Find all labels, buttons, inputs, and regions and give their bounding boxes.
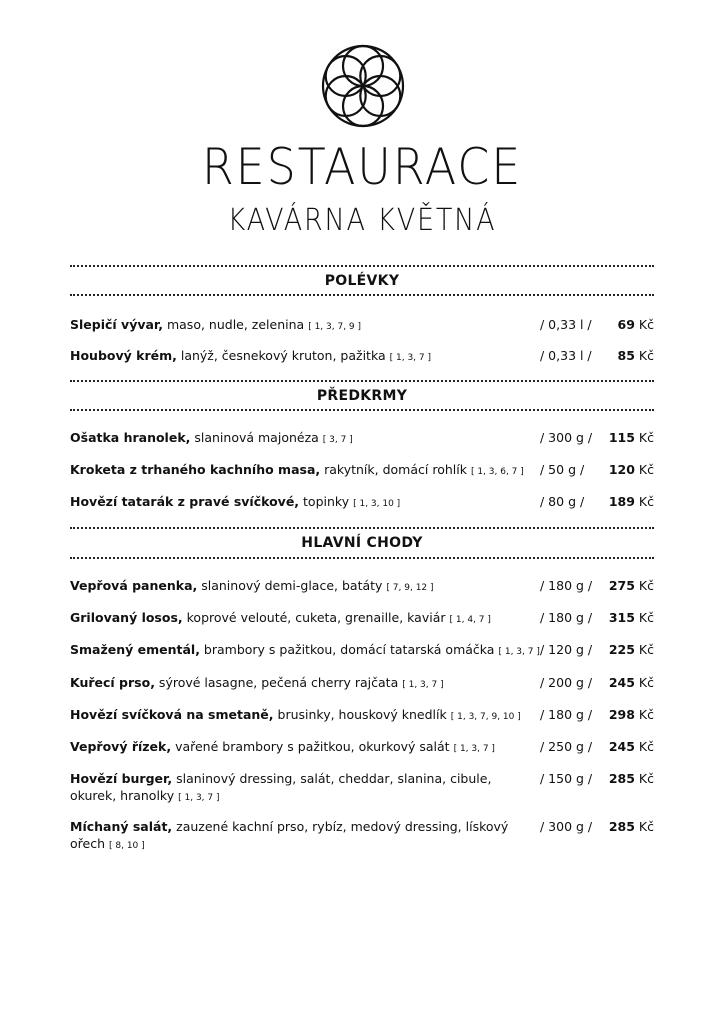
item-quantity: / 300 g / — [540, 819, 593, 834]
item-quantity: / 180 g / — [540, 707, 593, 722]
item-price: 189 Kč — [608, 494, 654, 509]
item-name: Hovězí svíčková na smetaně, — [70, 707, 274, 722]
flower-of-life-icon — [317, 42, 409, 130]
item-price: 315 Kč — [608, 610, 654, 625]
item-quantity: / 180 g / — [540, 578, 593, 593]
item-price: 285 Kč — [608, 771, 654, 786]
item-price: 115 Kč — [608, 430, 654, 445]
item-name: Hovězí tatarák z pravé svíčkové, — [70, 494, 300, 509]
divider — [70, 409, 654, 411]
item-name: Houbový krém, — [70, 348, 177, 363]
item-allergens: [ 3, 7 ] — [322, 435, 353, 445]
item-description: lanýž, česnekový kruton, pažitka — [176, 348, 386, 363]
currency: Kč — [638, 610, 654, 625]
item-allergens: [ 1, 4, 7 ] — [449, 615, 491, 625]
section-title: HLAVNÍ CHODY — [301, 535, 423, 551]
currency: Kč — [638, 494, 654, 509]
item-description: slaninový dressing, salát, cheddar, slanina, cibule, okurek, hranolky — [70, 771, 492, 803]
item-price: 245 Kč — [608, 675, 654, 690]
item-description: zauzené kachní prso, rybíz, medový dressing, lískový ořech — [70, 819, 509, 851]
item-description: sýrové lasagne, pečená cherry rajčata — [154, 675, 399, 690]
item-description: brusinky, houskový knedlík — [273, 707, 447, 722]
restaurant-title: RESTAURACE — [201, 138, 523, 196]
currency: Kč — [638, 739, 654, 754]
item-allergens: [ 1, 3, 7 ] — [453, 744, 495, 754]
item-allergens: [ 1, 3, 7 ] — [402, 680, 444, 690]
item-description: vařené brambory s pažitkou, okurkový salát — [171, 739, 450, 754]
item-description: brambory s pažitkou, domácí tatarská omáčka — [199, 642, 495, 657]
item-quantity: / 120 g / — [540, 642, 593, 657]
item-quantity: / 50 g / — [540, 462, 585, 477]
item-quantity: / 180 g / — [540, 610, 593, 625]
item-description: koprové velouté, cuketa, grenaille, kaviár — [182, 610, 446, 625]
item-price: 120 Kč — [608, 462, 654, 477]
currency: Kč — [638, 578, 654, 593]
section-title: PŘEDKRMY — [316, 388, 408, 404]
item-name: Kuřecí prso, — [70, 675, 155, 690]
currency: Kč — [638, 317, 654, 332]
item-allergens: [ 1, 3, 6, 7 ] — [470, 467, 524, 477]
item-quantity: / 300 g / — [540, 430, 593, 445]
item-description: slaninový demi-glace, batáty — [197, 578, 383, 593]
currency: Kč — [638, 462, 654, 477]
section-title: POLÉVKY — [324, 273, 400, 289]
item-allergens: [ 1, 3, 7, 9, 10 ] — [450, 712, 521, 722]
item-allergens: [ 8, 10 ] — [109, 841, 145, 851]
item-description: topinky — [299, 494, 350, 509]
divider — [70, 527, 654, 529]
item-quantity: / 250 g / — [540, 739, 593, 754]
item-name: Ošatka hranolek, — [70, 430, 191, 445]
item-name: Vepřový řízek, — [70, 739, 172, 754]
item-name: Slepičí vývar, — [70, 317, 163, 332]
item-description: maso, nudle, zelenina — [163, 317, 305, 332]
currency: Kč — [638, 675, 654, 690]
divider — [70, 265, 654, 267]
item-allergens: [ 1, 3, 7 ] — [389, 353, 432, 363]
item-allergens: [ 1, 3, 10 ] — [353, 499, 401, 509]
restaurant-subtitle: KAVÁRNA KVĚTNÁ — [227, 203, 497, 238]
item-quantity: / 0,33 l / — [540, 348, 592, 363]
item-name: Hovězí burger, — [70, 771, 173, 786]
item-name: Smažený ementál, — [70, 642, 200, 657]
item-price: 85 Kč — [617, 348, 654, 363]
currency: Kč — [638, 771, 654, 786]
item-allergens: [ 7, 9, 12 ] — [386, 583, 434, 593]
item-name: Grilovaný losos, — [70, 610, 183, 625]
currency: Kč — [638, 707, 654, 722]
item-quantity: / 150 g / — [540, 771, 593, 786]
item-name: Míchaný salát, — [70, 819, 173, 834]
item-name: Kroketa z trhaného kachního masa, — [70, 462, 321, 477]
item-price: 285 Kč — [608, 819, 654, 834]
item-price: 298 Kč — [608, 707, 654, 722]
divider — [70, 294, 654, 296]
item-allergens: [ 1, 3, 7 ] — [178, 793, 220, 803]
item-description: rakytník, domácí rohlík — [320, 462, 467, 477]
divider — [70, 380, 654, 382]
item-description: slaninová majonéza — [190, 430, 319, 445]
currency: Kč — [638, 348, 654, 363]
item-quantity: / 200 g / — [540, 675, 593, 690]
item-price: 69 Kč — [617, 317, 654, 332]
item-price: 225 Kč — [608, 642, 654, 657]
item-allergens: [ 1, 3, 7, 9 ] — [308, 322, 362, 332]
currency: Kč — [638, 819, 654, 834]
currency: Kč — [638, 642, 654, 657]
item-quantity: / 80 g / — [540, 494, 585, 509]
currency: Kč — [638, 430, 654, 445]
item-allergens: [ 1, 3, 7 ] — [498, 647, 540, 657]
divider — [70, 557, 654, 559]
item-price: 275 Kč — [608, 578, 654, 593]
item-quantity: / 0,33 l / — [540, 317, 592, 332]
item-name: Vepřová panenka, — [70, 578, 198, 593]
item-price: 245 Kč — [608, 739, 654, 754]
